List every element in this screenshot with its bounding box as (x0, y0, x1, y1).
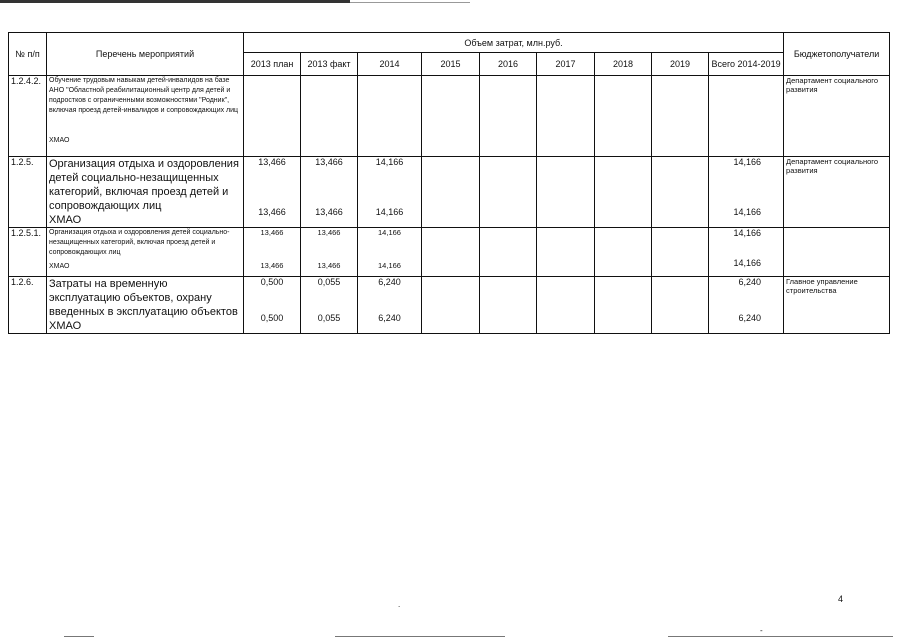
header-year-2019: 2019 (652, 53, 709, 76)
header-year-2015: 2015 (422, 53, 480, 76)
bottom-scan-line (668, 636, 893, 637)
row-name (47, 76, 244, 157)
value-cell (480, 76, 537, 157)
row-name-text: Организация отдыха и оздоровления детей социально-незащищенных категорий, включая проезд детей и сопровождающих лиц (49, 229, 230, 256)
bottom-scan-line (64, 636, 94, 637)
value-cell (652, 228, 709, 277)
value-cell (358, 76, 422, 157)
header-year-2017: 2017 (537, 53, 595, 76)
value-cell: 13,466 13,466 (244, 228, 301, 277)
row-sub: ХМАО (49, 320, 82, 332)
table-row (9, 228, 890, 277)
row-name (47, 228, 244, 277)
table-row (9, 157, 890, 228)
header-num: № п/п (9, 33, 47, 76)
value-cell (422, 228, 480, 277)
value-cell (537, 157, 595, 228)
header-year-2013-plan: 2013 план (244, 53, 301, 76)
value-cell (422, 76, 480, 157)
value-cell (480, 228, 537, 277)
header-costs: Объем затрат, млн.руб. (244, 33, 784, 53)
value-cell (422, 277, 480, 334)
table-row (9, 277, 890, 334)
value-cell: 14,166 14,166 (358, 157, 422, 228)
value-cell: 13,466 13,466 (244, 157, 301, 228)
value-cell (595, 157, 652, 228)
row-recipient: Департамент социального развития (784, 157, 890, 228)
header-year-2016: 2016 (480, 53, 537, 76)
value-cell (537, 277, 595, 334)
scan-speck: . (398, 600, 401, 609)
header-recipients: Бюджетополучатели (784, 33, 890, 76)
row-id: 1.2.5.1. (9, 228, 47, 277)
scan-speck: - (760, 626, 763, 635)
cost-table (8, 32, 890, 334)
row-recipient (784, 228, 890, 277)
row-recipient: Департамент социального развития (784, 76, 890, 157)
row-name (47, 277, 244, 334)
top-scan-line-2 (350, 2, 470, 3)
value-cell (480, 277, 537, 334)
value-cell (652, 277, 709, 334)
value-cell: 0,055 0,055 (301, 277, 358, 334)
value-cell: 14,166 14,166 (358, 228, 422, 277)
value-cell (595, 277, 652, 334)
value-cell (480, 157, 537, 228)
value-cell-total (709, 76, 784, 157)
row-sub: ХМАО (49, 137, 70, 144)
top-scan-line (0, 0, 350, 3)
row-id: 1.2.4.2. (9, 76, 47, 157)
value-cell (595, 228, 652, 277)
row-id: 1.2.6. (9, 277, 47, 334)
table-row (9, 76, 890, 157)
row-sub: ХМАО (49, 214, 82, 226)
header-measures: Перечень мероприятий (47, 33, 244, 76)
value-cell (595, 76, 652, 157)
row-sub: ХМАО (49, 263, 70, 270)
header-year-2014: 2014 (358, 53, 422, 76)
row-recipient: Главное управление строительства (784, 277, 890, 334)
header-year-2013-fact: 2013 факт (301, 53, 358, 76)
value-cell (244, 76, 301, 157)
value-cell: 13,466 13,466 (301, 228, 358, 277)
value-cell: 13,466 13,466 (301, 157, 358, 228)
value-cell (537, 76, 595, 157)
row-name-text: Затраты на временную эксплуатацию объектов, охрану введенных в эксплуатацию объектов (49, 278, 238, 318)
header-year-total: Всего 2014-2019 (709, 53, 784, 76)
row-id: 1.2.5. (9, 157, 47, 228)
row-name (47, 157, 244, 228)
value-cell (537, 228, 595, 277)
value-cell-total: 14,166 14,166 (709, 228, 784, 277)
value-cell: 0,500 0,500 (244, 277, 301, 334)
page-number: 4 (838, 594, 844, 604)
header-year-2018: 2018 (595, 53, 652, 76)
row-name-text: Организация отдыха и оздоровления детей социально-незащищенных категорий, включая проезд детей и сопровождающих лиц (49, 158, 239, 212)
value-cell (652, 157, 709, 228)
value-cell: 6,240 6,240 (358, 277, 422, 334)
bottom-scan-line (335, 636, 505, 637)
value-cell (652, 76, 709, 157)
value-cell-total: 14,166 14,166 (709, 157, 784, 228)
value-cell (301, 76, 358, 157)
value-cell (422, 157, 480, 228)
value-cell-total: 6,240 6,240 (709, 277, 784, 334)
row-name-text: Обучение трудовым навыкам детей-инвалидов на базе АНО "Областной реабилитационный центр для детей и подростков с ограниченными возможностями "Родник", включая проезд детей-инвалидов и сопровождающих лиц (49, 77, 239, 114)
